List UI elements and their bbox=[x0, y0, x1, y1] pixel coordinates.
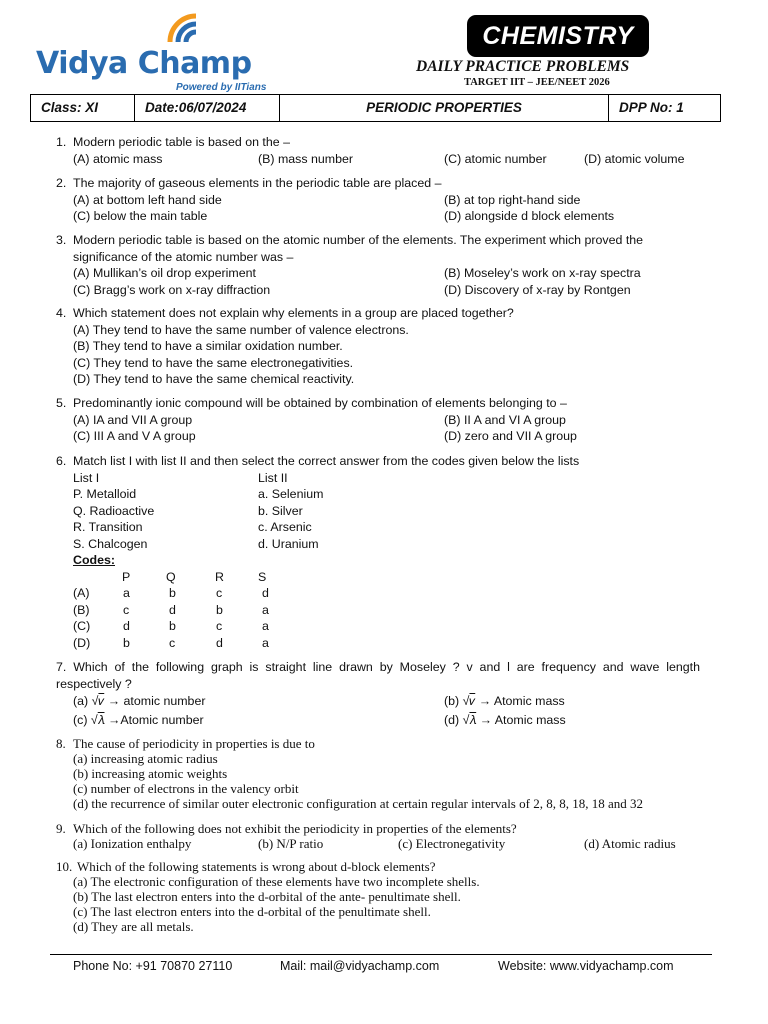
class-cell: Class: XI bbox=[31, 95, 135, 121]
option-b: (B) mass number bbox=[258, 151, 354, 166]
question-text bbox=[56, 659, 700, 676]
footer-website: Website: www.vidyachamp.com bbox=[498, 959, 674, 973]
option-c: (C) atomic number bbox=[444, 151, 547, 166]
code-value: d bbox=[216, 635, 223, 650]
code-option: (B) bbox=[73, 602, 90, 617]
question-8 bbox=[56, 736, 716, 811]
question-10 bbox=[56, 859, 716, 934]
question-9 bbox=[56, 821, 716, 851]
code-row bbox=[56, 618, 716, 635]
code-option: (A) bbox=[73, 586, 90, 600]
code-value: c bbox=[169, 635, 176, 650]
question-text: Modern periodic table is based on the – bbox=[73, 135, 290, 149]
question-number: 10. bbox=[56, 859, 73, 874]
subject-banner: CHEMISTRY bbox=[467, 15, 649, 57]
target-exam: TARGET IIT – JEE/NEET 2026 bbox=[464, 77, 610, 88]
code-head: R bbox=[215, 569, 224, 584]
code-value: b bbox=[169, 619, 176, 633]
option-a: (A) atomic mass bbox=[73, 151, 163, 166]
code-row bbox=[56, 602, 716, 619]
option-c: (c) number of electrons in the valency orbit bbox=[73, 781, 299, 796]
question-number: 6. bbox=[56, 454, 67, 468]
question-number: 4. bbox=[56, 306, 67, 320]
code-row bbox=[56, 635, 716, 652]
question-5 bbox=[56, 395, 716, 445]
list-2-heading: List II bbox=[258, 470, 288, 485]
list-2-item: a. Selenium bbox=[258, 487, 324, 501]
option-d: (D) Discovery of x-ray by Rontgen bbox=[444, 282, 631, 297]
question-4 bbox=[56, 305, 716, 388]
question-text-main: Which of the following graph is straight line drawn by Moseley ? v and l are frequency and wave length bbox=[73, 660, 700, 674]
brand-logo bbox=[36, 10, 276, 93]
option-d: (D) zero and VII A group bbox=[444, 429, 577, 443]
code-value: a bbox=[262, 619, 269, 633]
question-text: The majority of gaseous elements in the periodic table are placed – bbox=[73, 176, 442, 190]
list-2-item: c. Arsenic bbox=[258, 520, 312, 534]
question-number: 5. bbox=[56, 396, 67, 410]
codes-label: Codes: bbox=[73, 553, 115, 567]
code-value: c bbox=[216, 586, 223, 600]
question-text: Modern periodic table is based on the atomic number of the elements. The experiment which proved the bbox=[73, 233, 644, 247]
page-title: DAILY PRACTICE PROBLEMS bbox=[416, 58, 630, 75]
question-text: The cause of periodicity in properties is due to bbox=[73, 736, 315, 751]
question-2 bbox=[56, 175, 716, 225]
list-1-heading: List I bbox=[73, 470, 100, 485]
question-number: 8. bbox=[56, 736, 66, 751]
list-1-item: Q. Radioactive bbox=[73, 503, 155, 518]
option-a: (a) The electronic configuration of these elements have two incomplete shells. bbox=[73, 874, 480, 889]
lambda-symbol: 𝜆 bbox=[97, 713, 105, 727]
question-text-continued: respectively ? bbox=[56, 676, 132, 691]
option-b: (b) The last electron enters into the d-orbital of the ante- penultimate shell. bbox=[73, 889, 461, 904]
option-d: (d) the recurrence of similar outer electronic configuration at certain regular intervals of 2, 8, 8, 18, 18 and 32 bbox=[73, 796, 643, 811]
option-d: (D) alongside d block elements bbox=[444, 209, 615, 223]
option-c: (C) III A and V A group bbox=[73, 429, 196, 443]
option-b: (b) increasing atomic weights bbox=[73, 766, 228, 781]
option-c: (C) They tend to have the same electronegativities. bbox=[73, 355, 354, 370]
option-b: (B) at top right-hand side bbox=[444, 192, 581, 207]
code-row bbox=[56, 585, 716, 602]
code-value: a bbox=[262, 635, 269, 650]
option-a: (a) increasing atomic radius bbox=[73, 751, 218, 766]
list-1-item: R. Transition bbox=[73, 520, 143, 534]
code-value: d bbox=[262, 586, 269, 600]
option-a: (A) at bottom left hand side bbox=[73, 192, 222, 207]
info-table bbox=[30, 94, 721, 122]
option-d: (d) √𝜆 → Atomic mass bbox=[444, 713, 566, 727]
question-number: 1. bbox=[56, 135, 67, 149]
code-head: Q bbox=[166, 569, 176, 584]
code-value: a bbox=[123, 586, 130, 600]
codes-header-row bbox=[56, 569, 716, 586]
code-value: b bbox=[216, 602, 223, 617]
question-3 bbox=[56, 232, 716, 298]
code-value: d bbox=[169, 602, 176, 617]
question-text-continued: significance of the atomic number was – bbox=[73, 249, 294, 264]
question-1 bbox=[56, 134, 716, 167]
nu-symbol: 𝑣 bbox=[469, 694, 476, 708]
code-value: d bbox=[123, 619, 130, 633]
option-c: (c) Electronegativity bbox=[398, 836, 506, 851]
question-number: 7. bbox=[56, 660, 67, 674]
option-a: (a) Ionization enthalpy bbox=[73, 836, 192, 851]
question-text: Which statement does not explain why elements in a group are placed together? bbox=[73, 306, 514, 320]
code-head: P bbox=[122, 569, 131, 584]
footer-phone: Phone No: +91 70870 27110 bbox=[73, 959, 233, 973]
code-option: (C) bbox=[73, 619, 91, 633]
brand-tagline: Powered by IITians bbox=[176, 82, 267, 93]
option-c: (c) √𝜆 →Atomic number bbox=[73, 713, 204, 727]
code-value: a bbox=[262, 602, 269, 617]
code-option: (D) bbox=[73, 635, 91, 650]
footer-divider bbox=[50, 954, 712, 955]
code-value: c bbox=[123, 602, 130, 617]
question-number: 3. bbox=[56, 233, 67, 247]
nu-symbol: 𝑣 bbox=[98, 694, 105, 708]
option-b: (b) √𝑣 → Atomic mass bbox=[444, 694, 565, 708]
date-cell: Date:06/07/2024 bbox=[135, 95, 280, 121]
option-a: (A) Mullikan’s oil drop experiment bbox=[73, 266, 256, 280]
brand-name: Vidya Champ bbox=[36, 46, 252, 81]
option-a: (A) They tend to have the same number of valence electrons. bbox=[73, 322, 409, 337]
question-text: Predominantly ionic compound will be obtained by combination of elements belonging to – bbox=[73, 396, 567, 410]
option-d: (D) They tend to have the same chemical reactivity. bbox=[73, 372, 355, 386]
wifi-signal-icon bbox=[166, 12, 206, 46]
option-a: (a) √𝑣 → atomic number bbox=[73, 694, 206, 708]
question-6 bbox=[56, 453, 716, 651]
question-text: Which of the following statements is wrong about d-block elements? bbox=[77, 859, 436, 874]
code-value: b bbox=[123, 635, 130, 650]
code-head: S bbox=[258, 569, 267, 584]
list-2-item: b. Silver bbox=[258, 503, 303, 518]
lambda-symbol: 𝜆 bbox=[469, 713, 477, 727]
list-1-item: P. Metalloid bbox=[73, 487, 137, 501]
question-number: 2. bbox=[56, 176, 67, 190]
option-a: (A) IA and VII A group bbox=[73, 412, 193, 427]
list-2-item: d. Uranium bbox=[258, 536, 319, 551]
option-c: (C) below the main table bbox=[73, 209, 208, 223]
option-d: (d) They are all metals. bbox=[73, 919, 194, 934]
code-value: b bbox=[169, 586, 176, 600]
question-text: Match list I with list II and then select the correct answer from the codes given below the lists bbox=[73, 454, 580, 468]
option-c: (C) Bragg’s work on x-ray diffraction bbox=[73, 282, 271, 297]
option-d: (D) atomic volume bbox=[584, 151, 685, 166]
question-7 bbox=[56, 659, 700, 730]
question-text: Which of the following does not exhibit the periodicity in properties of the elements? bbox=[73, 821, 517, 836]
option-b: (B) II A and VI A group bbox=[444, 412, 566, 427]
code-value: c bbox=[216, 619, 223, 633]
option-b: (B) They tend to have a similar oxidation number. bbox=[73, 339, 343, 353]
question-number: 9. bbox=[56, 821, 66, 836]
option-c: (c) The last electron enters into the d-orbital of the penultimate shell. bbox=[73, 904, 431, 919]
footer-mail: Mail: mail@vidyachamp.com bbox=[280, 959, 440, 973]
option-d: (d) Atomic radius bbox=[584, 836, 676, 851]
list-1-item: S. Chalcogen bbox=[73, 536, 148, 551]
option-b: (b) N/P ratio bbox=[258, 836, 324, 851]
topic-cell: PERIODIC PROPERTIES bbox=[280, 95, 609, 121]
dpp-number-cell: DPP No: 1 bbox=[619, 100, 684, 115]
option-b: (B) Moseley’s work on x-ray spectra bbox=[444, 266, 641, 280]
